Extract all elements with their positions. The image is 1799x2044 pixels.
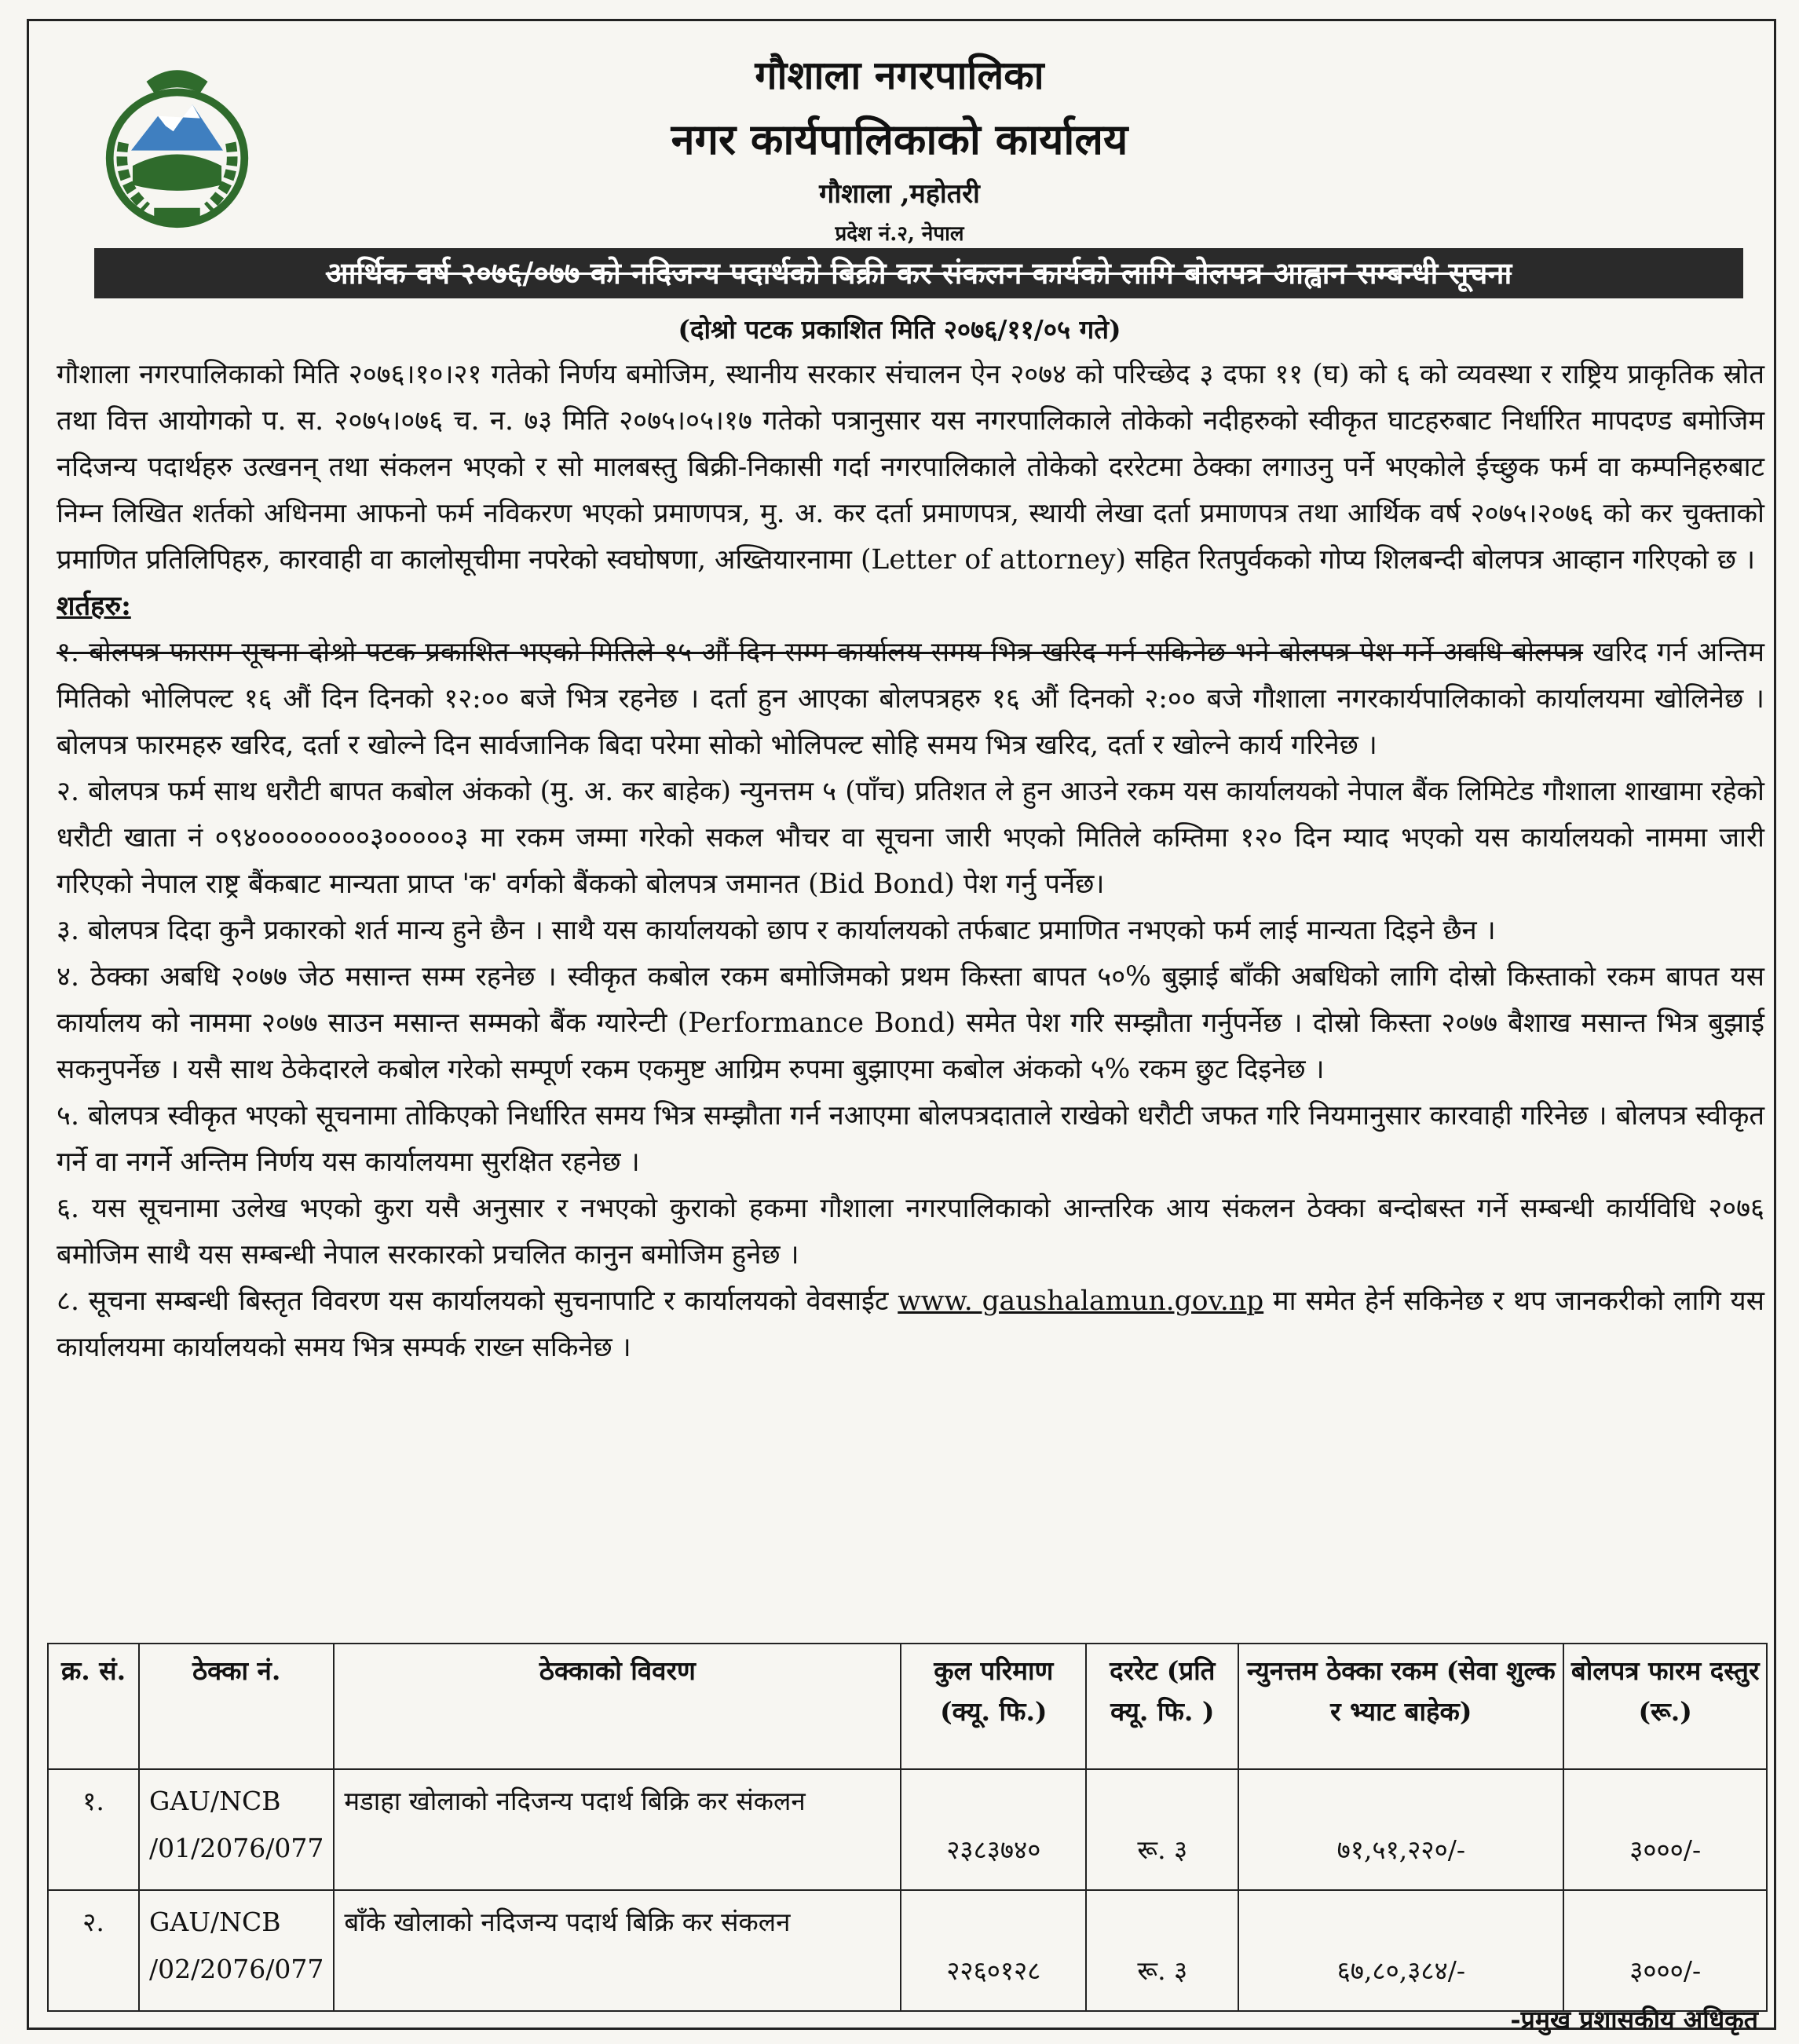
website-link[interactable]: www. gaushalamun.gov.np bbox=[898, 1285, 1264, 1317]
header-description: ठेक्काको विवरण bbox=[334, 1644, 901, 1769]
condition-6: ६. यस सूचनामा उलेख भएको कुरा यसै अनुसार र नभएको कुराको हकमा गौशाला नगरपालिकाको आन्तरिक आय संकलन ठेक्का बन्दोबस्त गर्ने सम्बन्धी कार्यविधि २०७६ बमोजिम साथै यस सम्बन्धी नेपाल सरकारको प्रचलित कानुन बमोजिम हुनेछ । bbox=[57, 1193, 1764, 1271]
row-form-fee: ३०००/- bbox=[1563, 1890, 1767, 2011]
header-serial: क्र. सं. bbox=[48, 1644, 139, 1769]
publication-date-subtitle: (दोश्रो पटक प्रकाशित मिति २०७६/११/०५ गते) bbox=[678, 314, 1121, 345]
municipality-name: गौशाला नगरपालिका bbox=[755, 52, 1044, 98]
table-header-row bbox=[48, 1644, 1767, 1769]
row-quantity: २३८३७४० bbox=[901, 1769, 1086, 1890]
condition-4: ४. ठेक्का अबधि २०७७ जेठ मसान्त सम्म रहनेछ । स्वीकृत कबोल रकम बमोजिमको प्रथम किस्ता बापत ५०% बुझाई बाँकी अबधिको लागि दोस्रो किस्ताको रकम बापत यस कार्यालय को नाममा २०७७ साउन मसान्त सम्मको बैंक ग्यारेन्टी (Performance Bond) समेत पेश गरि सम्झौता गर्नुपर्नेछ । दोस्रो किस्ता २०७७ बैशाख मसान्त भित्र बुझाई सकनुपर्नेछ । यसै साथ ठेकेदारले कबोल गरेको सम्पूर्ण रकम एकमुष्ट आग्रिम रुपमा बुझाएमा कबोल अंकको ५% रकम छुट दिइनेछ । bbox=[57, 961, 1764, 1085]
condition-1 bbox=[57, 630, 1764, 769]
header-form-fee: बोलपत्र फारम दस्तुर (रू.) bbox=[1563, 1644, 1767, 1769]
notice-title-banner: आर्थिक वर्ष २०७६/०७७ को नदिजन्य पदार्थको बिक्री कर संकलन कार्यको लागि बोलपत्र आह्वान सम्बन्धी सूचना bbox=[94, 248, 1743, 298]
header-contract-no: ठेक्का नं. bbox=[139, 1644, 334, 1769]
row-description: बाँके खोलाको नदिजन्य पदार्थ बिक्रि कर संकलन bbox=[334, 1890, 901, 2011]
condition-2: २. बोलपत्र फर्म साथ धरौटी बापत कबोल अंकको (मु. अ. कर बाहेक) न्युनत्तम ५ (पाँच) प्रतिशत ले हुन आउने रकम यस कार्यालयको नेपाल बैंक लिमिटेड गौशाला शाखामा रहेको धरौटी खाता नं ०९४००००००००३०००००३ मा रकम जम्मा गरेको सकल भौचर वा सूचना जारी भएको मितिले कम्तिमा १२० दिन म्याद भएको यस कार्यालयको नाममा जारी गरिएको नेपाल राष्ट्र बैंकबाट मान्यता प्राप्त 'क' वर्गको बैंकको बोलपत्र जमानत (Bid Bond) पेश गर्नु पर्नेछ। bbox=[57, 776, 1764, 900]
row-serial: २. bbox=[48, 1890, 139, 2011]
intro-paragraph: गौशाला नगरपालिकाको मिति २०७६।१०।२१ गतेको निर्णय बमोजिम, स्थानीय सरकार संचालन ऐन २०७४ को परिच्छेद ३ दफा ११ (घ) को ६ को व्यवस्था र राष्ट्रिय प्राकृतिक स्रोत तथा वित्त आयोगको प. स. २०७५।०७६ च. न. ७३ मिति २०७५।०५।१७ गतेको पत्रानुसार यस नगरपालिकाले तोकेको नदीहरुको स्वीकृत घाटहरुबाट निर्धारित मापदण्ड बमोजिम नदिजन्य पदार्थहरु उत्खनन् तथा संकलन भएको र सो मालबस्तु बिक्री-निकासी गर्दा नगरपालिकाले तोकेको दररेटमा ठेक्का लगाउनु पर्ने भएकोले ईच्छुक फर्म वा कम्पनिहरुबाट निम्न लिखित शर्तको अधिनमा आफनो फर्म नविकरण भएको प्रमाणपत्र, मु. अ. कर दर्ता प्रमाणपत्र, स्थायी लेखा दर्ता प्रमाणपत्र तथा आर्थिक वर्ष २०७५।२०७६ को कर चुक्ताको प्रमाणित प्रतिलिपिहरु, कारवाही वा कालोसूचीमा नपरेको स्वघोषणा, अख्तियारनामा (Letter of attorney) सहित रितपुर्वकको गोप्य शिलबन्दी बोलपत्र आव्हान गरिएको छ । bbox=[57, 359, 1764, 576]
condition-5: ५. बोलपत्र स्वीकृत भएको सूचनामा तोकिएको निर्धारित समय भित्र सम्झौता गर्न नआएमा बोलपत्रदाताले राखेको धरौटी जफत गरि नियमानुसार कारवाही गरिनेछ । बोलपत्र स्वीकृत गर्ने वा नगर्ने अन्तिम निर्णय यस कार्यालयमा सुरक्षित रहनेछ । bbox=[57, 1100, 1764, 1178]
province-line: प्रदेश नं.२, नेपाल bbox=[835, 222, 964, 246]
notice-body bbox=[57, 352, 1764, 1371]
condition-1-text: खरिद गर्न अन्तिम मितिको भोलिपल्ट १६ औं दिन दिनको १२:०० बजे भित्र रहनेछ । दर्ता हुन आएका बोलपत्रहरु १६ औं दिनको २:०० बजे गौशाला नगरकार्यपालिकाको कार्यालयमा खोलिनेछ । बोलपत्र फारमहरु खरिद, दर्ता र खोल्ने दिन सार्वजानिक बिदा परेमा सोको भोलिपल्ट सोहि समय भित्र खरिद, दर्ता र खोल्ने कार्य गरिनेछ । bbox=[57, 637, 1764, 761]
table-row bbox=[48, 1890, 1767, 2011]
row-form-fee: ३०००/- bbox=[1563, 1769, 1767, 1890]
condition-1-struck-text: १. बोलपत्र फाराम सूचना दोश्रो पटक प्रकाशित भएको मितिले १५ औं दिन सम्म कार्यालय समय भित्र खरिद गर्न सकिनेछ भने बोलपत्र पेश गर्ने अवधि बोलपत्र bbox=[57, 637, 1584, 668]
office-location: गौशाला ,महोतरी bbox=[819, 178, 980, 210]
header-quantity: कुल परिमाण (क्यू. फि.) bbox=[901, 1644, 1086, 1769]
row-rate: रू. ३ bbox=[1086, 1769, 1238, 1890]
row-quantity: २२६०१२८ bbox=[901, 1890, 1086, 2011]
header-min-amount: न्युनत्तम ठेक्का रकम (सेवा शुल्क र भ्याट बाहेक) bbox=[1238, 1644, 1563, 1769]
conditions-heading: शर्तहरु: bbox=[57, 591, 131, 622]
office-name: नगर कार्यपालिकाको कार्यालय bbox=[671, 114, 1128, 164]
header-rate: दररेट (प्रति क्यू. फि. ) bbox=[1086, 1644, 1238, 1769]
row-min-amount: ७१,५१,२२०/- bbox=[1238, 1769, 1563, 1890]
condition-8 bbox=[57, 1278, 1764, 1371]
contract-table bbox=[47, 1643, 1768, 2012]
row-rate: रू. ३ bbox=[1086, 1890, 1238, 2011]
row-contract-no: GAU/NCB /01/2076/077 bbox=[139, 1769, 334, 1890]
condition-3: ३. बोलपत्र दिदा कुनै प्रकारको शर्त मान्य हुने छैन । साथै यस कार्यालयको छाप र कार्यालयको तर्फबाट प्रमाणित नभएको फर्म लाई मान्यता दिइने छैन । bbox=[57, 915, 1496, 946]
table-row bbox=[48, 1769, 1767, 1890]
condition-8-text-after: मा समेत हेर्न सकिनेछ र थप जानकरीको लागि यस कार्यालयमा कार्यालयको समय भित्र सम्पर्क राख्न सकिनेछ । bbox=[57, 1285, 1765, 1363]
row-contract-no: GAU/NCB /02/2076/077 bbox=[139, 1890, 334, 2011]
condition-8-text-before: ८. सूचना सम्बन्धी बिस्तृत विवरण यस कार्यालयको सुचनापाटि र कार्यालयको वेवसाईट bbox=[57, 1285, 898, 1317]
signature-line: -प्रमुख प्रशासकीय अधिकृत bbox=[1510, 2005, 1758, 2035]
row-min-amount: ६७,८०,३८४/- bbox=[1238, 1890, 1563, 2011]
row-serial: १. bbox=[48, 1769, 139, 1890]
row-description: मडाहा खोलाको नदिजन्य पदार्थ बिक्रि कर संकलन bbox=[334, 1769, 901, 1890]
